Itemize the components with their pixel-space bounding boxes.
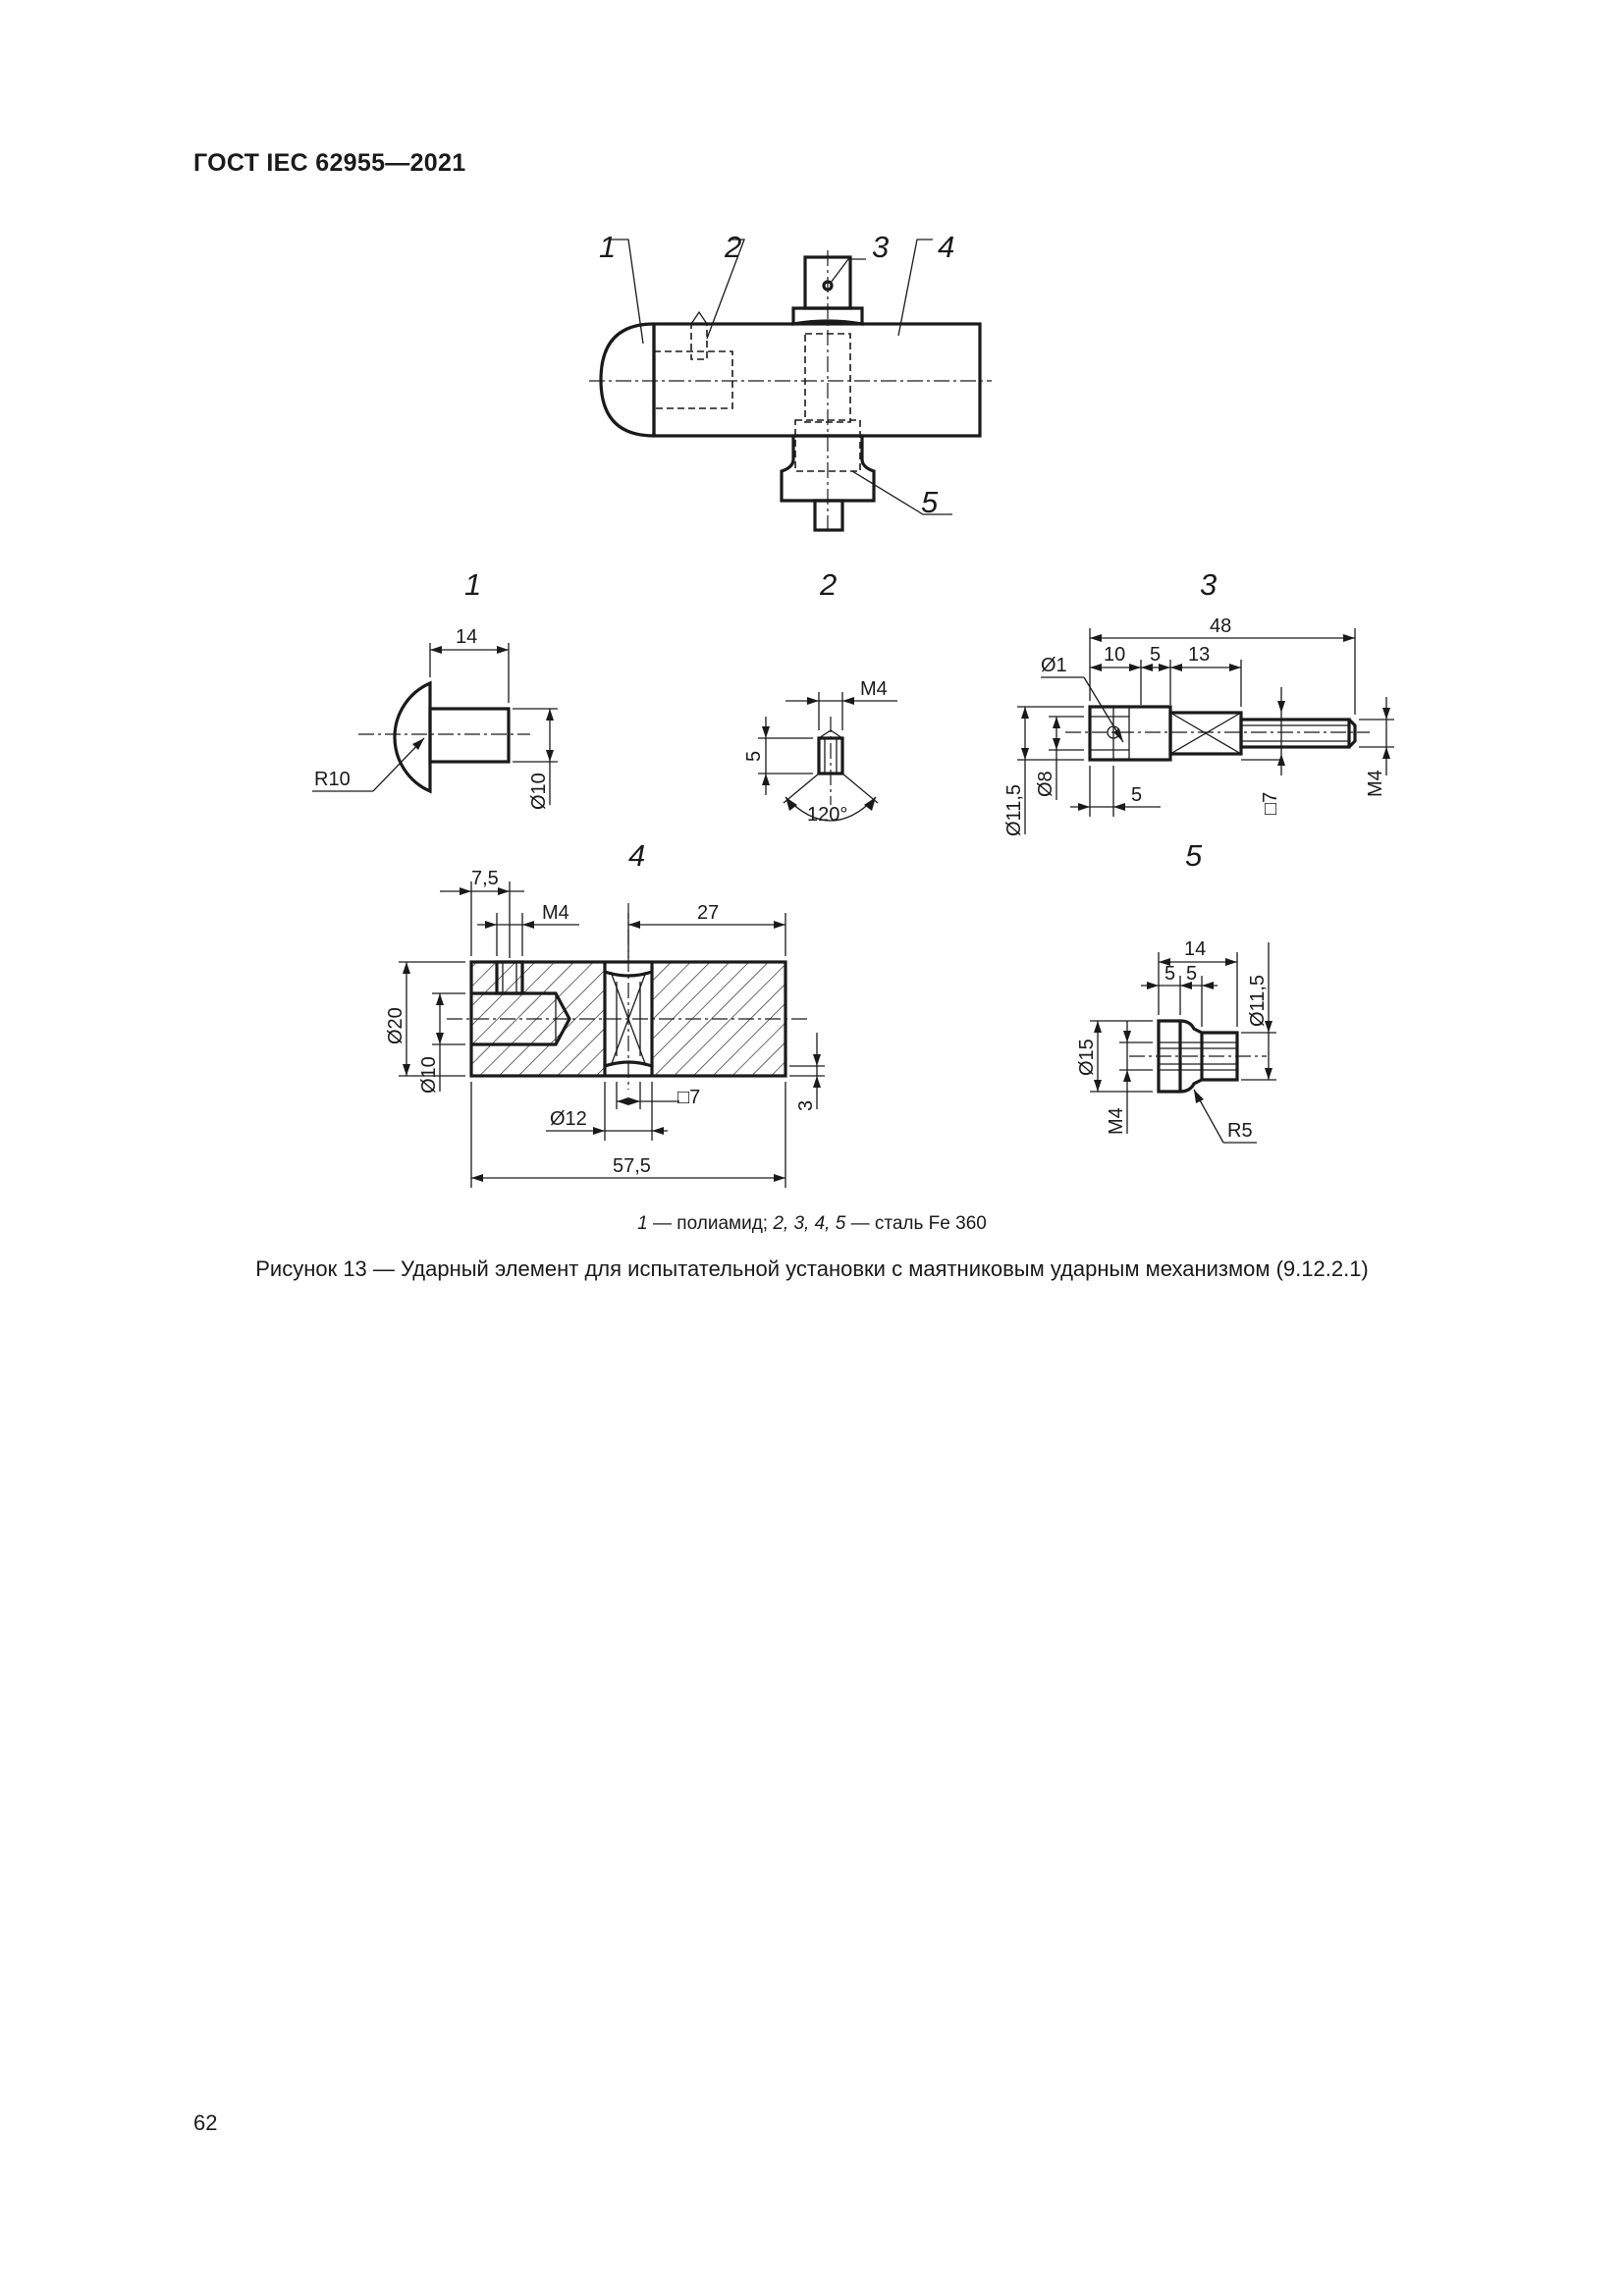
page-number: 62	[193, 2110, 218, 2135]
part-title-2: 2	[820, 567, 838, 602]
part-title-5: 5	[1185, 838, 1203, 873]
legend-italic-2: 2, 3, 4, 5	[773, 1213, 846, 1234]
assembly-label-1: 1	[599, 230, 617, 264]
assembly-label-2: 2	[725, 230, 742, 264]
part-3-thread: M4	[1365, 770, 1386, 797]
part-5-seg2: 5	[1186, 963, 1198, 985]
document-header: ГОСТ IEC 62955—2021	[193, 149, 466, 177]
part-3-bottom: 5	[1131, 784, 1143, 806]
part-5-seg1: 5	[1164, 963, 1176, 985]
part-4-overall: 57,5	[613, 1155, 651, 1177]
part-3-seg1: 10	[1104, 644, 1126, 666]
part-1-drawing	[312, 626, 558, 810]
part-2-depth: 5	[743, 750, 765, 762]
part-1-diameter: Ø10	[528, 773, 550, 810]
part-title-3: 3	[1200, 567, 1218, 602]
part-title-1: 1	[464, 567, 482, 602]
part-3-hole: Ø1	[1041, 655, 1067, 676]
part-5-overall: 14	[1184, 938, 1207, 960]
assembly-label-5: 5	[921, 485, 939, 519]
part-4-right-len: 27	[697, 902, 720, 924]
part-5-radius: R5	[1227, 1120, 1253, 1142]
part-3-square: □7	[1260, 791, 1281, 815]
legend-text-1: — полиамид;	[647, 1213, 774, 1234]
part-4-thread: M4	[542, 902, 569, 924]
part-title-4: 4	[628, 838, 646, 873]
part-2-angle: 120°	[807, 804, 848, 826]
part-3-drawing	[1003, 615, 1394, 836]
part-4-step: 3	[795, 1099, 817, 1111]
part-5-dia-left: Ø15	[1076, 1039, 1098, 1076]
figure-caption: Рисунок 13 — Ударный элемент для испытательной установки с маятниковым ударным механизмом (9.12.2.1)	[255, 1256, 1369, 1281]
assembly-label-4: 4	[938, 230, 955, 264]
part-4-square: □7	[677, 1087, 701, 1108]
part-3-seg3: 13	[1188, 644, 1211, 666]
part-5-thread: M4	[1106, 1107, 1127, 1135]
legend-text-2: — сталь Fe 360	[845, 1213, 987, 1234]
part-5-drawing	[1076, 938, 1276, 1143]
assembly-label-3: 3	[872, 230, 890, 264]
part-2-drawing	[743, 678, 897, 826]
part-4-dia-inner: Ø10	[418, 1056, 440, 1094]
part-3-seg2: 5	[1150, 644, 1162, 666]
legend-italic-1: 1	[637, 1213, 648, 1234]
part-1-radius: R10	[314, 769, 351, 790]
part-3-overall: 48	[1210, 615, 1232, 637]
figure-legend	[0, 1213, 1624, 1235]
part-4-dia-outer: Ø20	[385, 1007, 406, 1044]
part-5-dia-top: Ø11,5	[1247, 975, 1269, 1027]
part-1-length: 14	[456, 626, 478, 648]
assembly-view	[589, 230, 992, 535]
part-4-drawing	[385, 868, 825, 1188]
part-4-neck: Ø12	[550, 1108, 587, 1130]
part-2-thread: M4	[860, 678, 888, 700]
part-3-dia-inner: Ø8	[1035, 771, 1056, 797]
part-4-offset: 7,5	[471, 868, 499, 889]
part-3-dia-outer: Ø11,5	[1003, 784, 1025, 836]
